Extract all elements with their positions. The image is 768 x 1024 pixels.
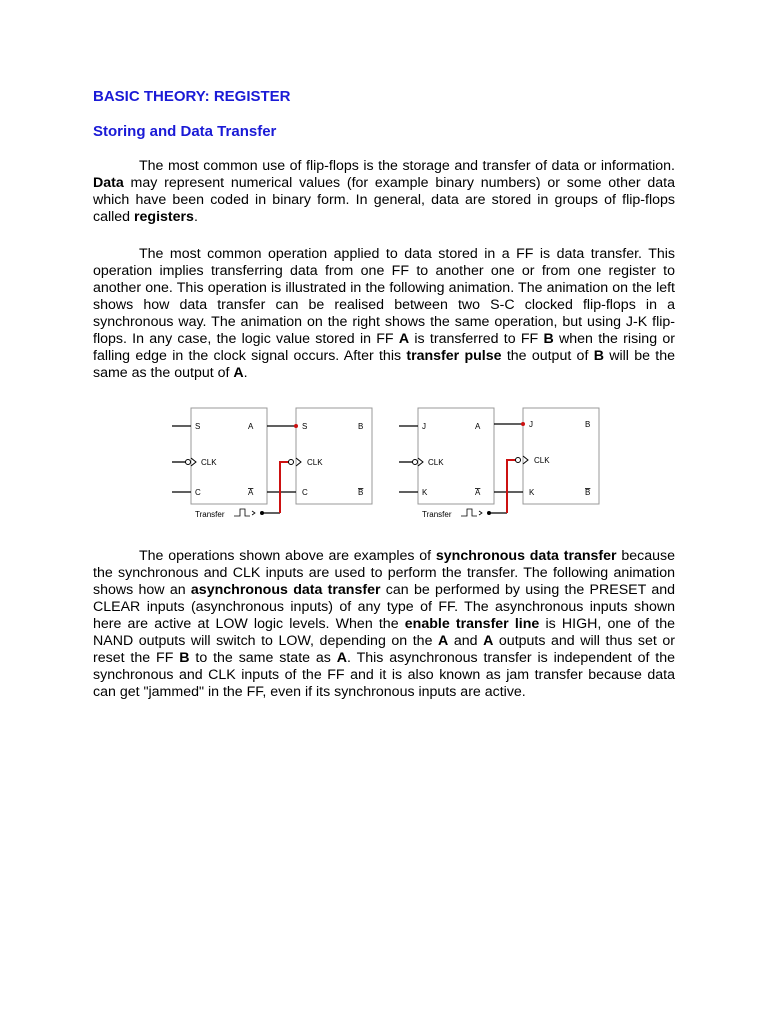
- ff-b-input-s: S: [302, 422, 308, 431]
- ff-b-clk-label: CLK: [307, 458, 323, 467]
- ff-b-output-qbar: B: [358, 488, 364, 497]
- ff-a-output-q: A: [248, 422, 254, 431]
- sc-transfer-circuit: [172, 408, 372, 519]
- paragraph-storage: The most common use of flip-flops is the storage and transfer of data or information. Data may represent numerical values (for example binary numbers) or some other data which have been coded in binary form. In general, data are stored in groups of flip-flops called registers.: [93, 158, 675, 225]
- ff-b-input-k: K: [529, 488, 535, 497]
- ff-a-input-s: S: [195, 422, 201, 431]
- ff-a-input-k: K: [422, 488, 428, 497]
- ff-a-output-qbar: A: [248, 488, 254, 497]
- ff-b-input-c: C: [302, 488, 308, 497]
- transfer-label: Transfer: [422, 510, 452, 519]
- jk-transfer-circuit: [399, 408, 599, 519]
- ff-a-output-qbar: A: [475, 488, 481, 497]
- ff-a-clk-label: CLK: [201, 458, 217, 467]
- ff-a-input-c: C: [195, 488, 201, 497]
- ff-a-box: [418, 408, 494, 504]
- ff-b-clk-label: CLK: [534, 456, 550, 465]
- paragraph-data-transfer: The most common operation applied to data stored in a FF is data transfer. This operation implies transferring data from one FF to another one or from one register to another one. This operation is illustrated in the following animation. The animation on the left shows how data transfer can be realised between two S-C clocked flip-flops in a synchronous way. The animation on the right shows the same operation, but using J-K flip-flops. In any case, the logic value stored in FF A is transferred to FF B when the rising or falling edge in the clock signal occurs. After this transfer pulse the output of B will be the same as the output of A.: [93, 246, 676, 381]
- paragraph-async-transfer: The operations shown above are examples of synchronous data transfer because the synchronous and CLK inputs are used to perform the transfer. The following animation shows how an asynchronous data transfer can be performed by using the PRESET and CLEAR inputs (asynchronous inputs) of any type of FF. The asynchronous inputs shown here are active at LOW logic levels. When the enable transfer line is HIGH, one of the NAND outputs will switch to LOW, depending on the A and A outputs and will thus set or reset the FF B to the same state as A. This asynchronous transfer is independent of the synchronous and CLK inputs of the FF and it is also known as jam transfer because data can get "jammed" in the FF, even if its synchronous inputs are active.: [93, 548, 676, 700]
- section-heading: Storing and Data Transfer: [93, 123, 277, 140]
- ff-b-output-qbar: B: [585, 488, 591, 497]
- ff-a-box: [191, 408, 267, 504]
- transfer-label: Transfer: [195, 510, 225, 519]
- ff-b-output-q: B: [358, 422, 364, 431]
- ff-a-input-j: J: [422, 422, 426, 431]
- ff-b-output-q: B: [585, 420, 591, 429]
- page-heading: BASIC THEORY: REGISTER: [93, 88, 291, 105]
- ff-a-output-q: A: [475, 422, 481, 431]
- ff-a-clk-label: CLK: [428, 458, 444, 467]
- ff-b-input-j: J: [529, 420, 533, 429]
- flip-flop-transfer-diagram: [160, 400, 610, 525]
